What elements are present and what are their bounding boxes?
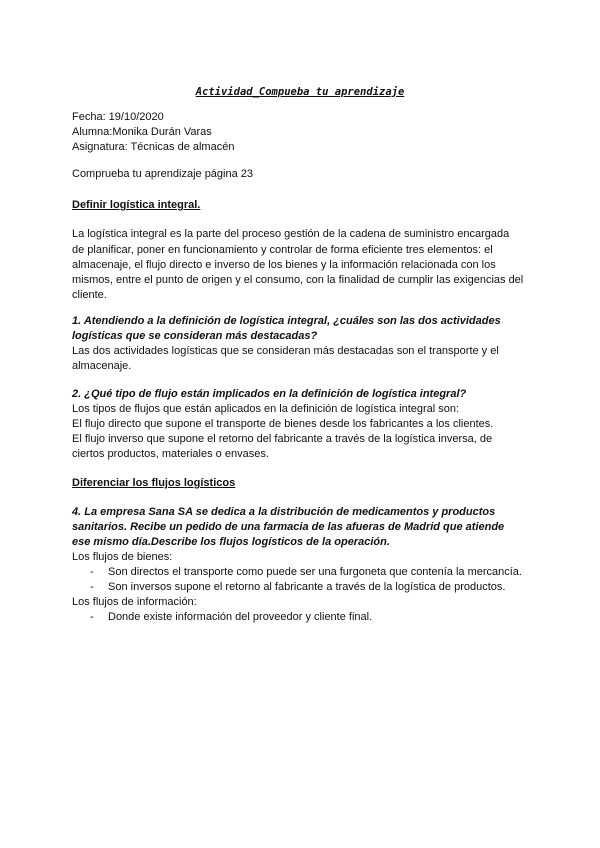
answer-2-line: El flujo directo que supone el transporte de bienes desde los fabricantes a los clientes. [72, 418, 494, 430]
intro-line: Comprueba tu aprendizaje página 23 [72, 168, 254, 180]
paragraph-line: de planificar, poner en funcionamiento y controlar de forma eficiente tres elementos: el [72, 244, 493, 256]
bienes-item: Son directos el transporte como puede ser una furgoneta que contenía la mercancía. [108, 566, 522, 578]
bullet-dash: - [90, 581, 94, 593]
document-title: Actividad_Compueba tu aprendizaje [195, 86, 405, 98]
paragraph-line: mismos, entre el punto de origen y el consumo, con la finalidad de cumplir las exigencias del [72, 274, 524, 286]
bullet-dash: - [90, 611, 94, 623]
answer-2-line: El flujo inverso que supone el retorno del fabricante a través de la logística inversa, de [72, 433, 493, 445]
question-2: 2. ¿Qué tipo de flujo están implicados en la definición de logística integral? [72, 388, 467, 400]
question-1-line: 1. Atendiendo a la definición de logística integral, ¿cuáles son las dos actividades [72, 315, 501, 327]
paragraph-line: La logística integral es la parte del proceso gestión de la cadena de suministro encargada [72, 228, 510, 240]
answer-1-line: Las dos actividades logísticas que se consideran más destacadas son el transporte y el [72, 345, 499, 357]
answer-1-line: almacenaje. [72, 360, 132, 372]
answer-2-line: Los tipos de flujos que están aplicados en la definición de logística integral son: [72, 403, 460, 415]
question-4-line: ese mismo día.Describe los flujos logísticos de la operación. [72, 536, 390, 548]
section-heading-diferenciar: Diferenciar los flujos logísticos [72, 477, 236, 489]
paragraph-line: cliente. [72, 289, 107, 301]
question-1-line: logísticas que se consideran más destacadas? [72, 330, 318, 342]
info-item: Donde existe información del proveedor y cliente final. [108, 611, 373, 623]
student-line: Alumna:Monika Durán Varas [72, 126, 212, 138]
bullet-dash: - [90, 566, 94, 578]
subject-line: Asignatura: Técnicas de almacén [72, 141, 235, 153]
question-4-line: sanitarios. Recibe un pedido de una farmacia de las afueras de Madrid que atiende [72, 521, 505, 533]
answer-2-line: ciertos productos, materiales o envases. [72, 448, 269, 460]
bienes-item: Son inversos supone el retorno al fabricante a través de la logística de productos. [108, 581, 506, 593]
date-line: Fecha: 19/10/2020 [72, 111, 164, 123]
question-4-line: 4. La empresa Sana SA se dedica a la distribución de medicamentos y productos [72, 506, 496, 518]
section-heading-definir: Definir logística integral. [72, 199, 201, 211]
info-label: Los flujos de información: [72, 596, 197, 608]
paragraph-line: almacenaje, el flujo directo e inverso de los bienes y la información relacionada con los [72, 259, 496, 271]
bienes-label: Los flujos de bienes: [72, 551, 173, 563]
